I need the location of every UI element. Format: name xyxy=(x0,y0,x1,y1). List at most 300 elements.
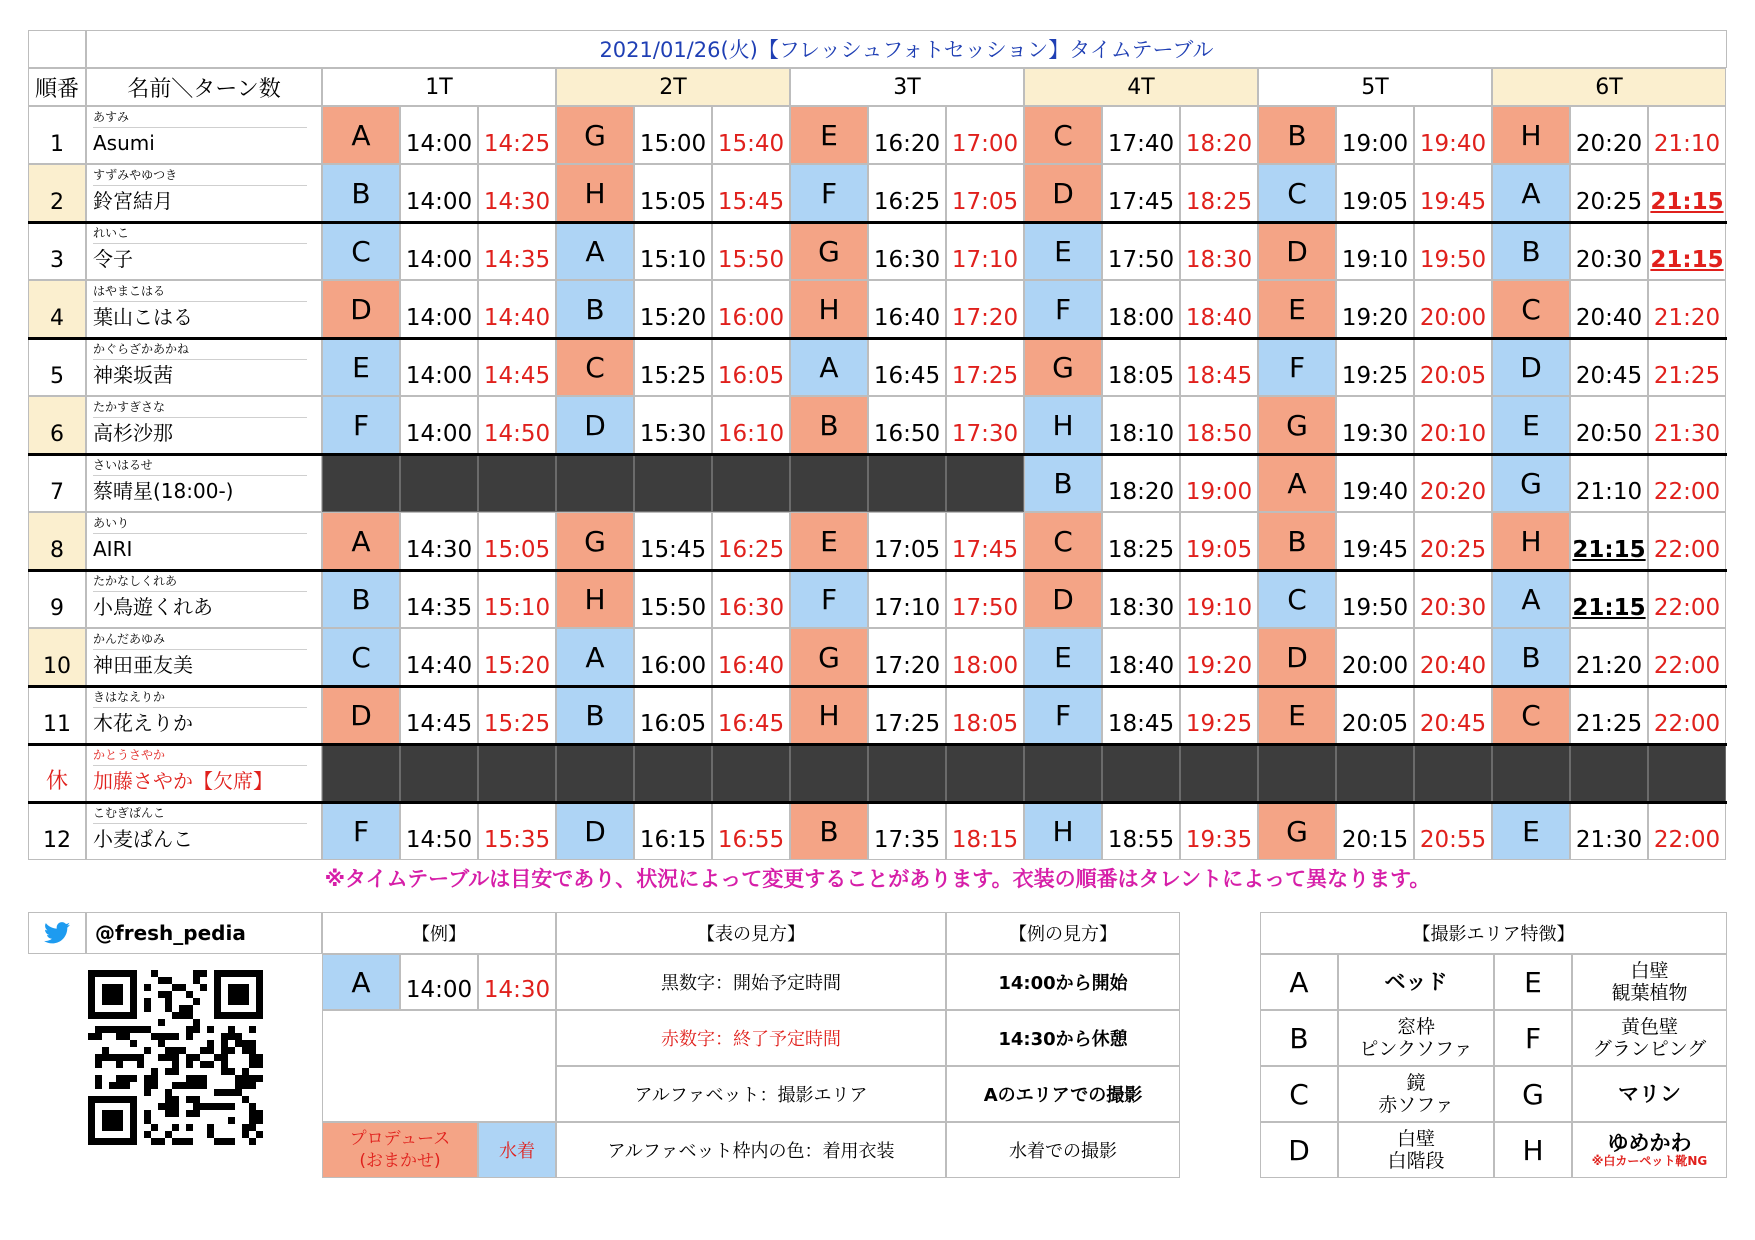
start-time: 14:00 xyxy=(400,396,478,454)
absent-slot xyxy=(1024,744,1102,802)
end-time: 17:45 xyxy=(946,512,1024,570)
start-time: 18:00 xyxy=(1102,280,1180,338)
start-time: 21:20 xyxy=(1570,628,1648,686)
area-feature-desc xyxy=(1572,954,1727,1010)
area-letter-D: D xyxy=(1492,338,1570,396)
start-time: 20:30 xyxy=(1570,222,1648,280)
end-time: 19:10 xyxy=(1180,570,1258,628)
performer-name: 鈴宮結月 xyxy=(93,189,173,213)
end-time: 18:50 xyxy=(1180,396,1258,454)
end-time: 16:00 xyxy=(712,280,790,338)
start-time: 21:15 xyxy=(1570,512,1648,570)
area-feature-letter: B xyxy=(1260,1010,1338,1066)
absent-slot xyxy=(1102,744,1180,802)
end-time: 16:25 xyxy=(712,512,790,570)
area-letter-C: C xyxy=(1492,686,1570,744)
area-letter-B: B xyxy=(1024,454,1102,512)
area-letter-D: D xyxy=(556,802,634,860)
area-letter-D: D xyxy=(1258,628,1336,686)
end-time: 18:45 xyxy=(1180,338,1258,396)
end-time: 17:00 xyxy=(946,106,1024,164)
start-time: 18:25 xyxy=(1102,512,1180,570)
area-letter-C: C xyxy=(1258,164,1336,222)
performer-kana: きはなえりか xyxy=(93,687,307,708)
end-time: 20:00 xyxy=(1414,280,1492,338)
start-time: 18:55 xyxy=(1102,802,1180,860)
twitter-bird-icon xyxy=(28,912,86,954)
start-time: 17:20 xyxy=(868,628,946,686)
absent-slot xyxy=(790,454,868,512)
end-time: 15:25 xyxy=(478,686,556,744)
area-letter-B: B xyxy=(1258,106,1336,164)
area-letter-C: C xyxy=(1258,570,1336,628)
absent-slot xyxy=(790,744,868,802)
example-meaning-header: 【例の見方】 xyxy=(946,912,1180,954)
end-time: 18:05 xyxy=(946,686,1024,744)
end-time: 15:35 xyxy=(478,802,556,860)
start-time: 16:40 xyxy=(868,280,946,338)
absent-slot xyxy=(1570,744,1648,802)
area-letter-C: C xyxy=(322,628,400,686)
area-letter-C: C xyxy=(1024,512,1102,570)
row-number: 休 xyxy=(28,744,86,802)
end-time: 14:25 xyxy=(478,106,556,164)
area-letter-E: E xyxy=(1024,628,1102,686)
performer-name-cell xyxy=(86,396,322,454)
end-time: 18:25 xyxy=(1180,164,1258,222)
start-time: 16:00 xyxy=(634,628,712,686)
absent-slot xyxy=(322,454,400,512)
group-separator xyxy=(28,801,1727,804)
row-number: 4 xyxy=(28,280,86,338)
end-time: 14:45 xyxy=(478,338,556,396)
end-time: 22:00 xyxy=(1648,570,1726,628)
example-blank xyxy=(322,1010,556,1122)
end-time: 15:05 xyxy=(478,512,556,570)
performer-name-cell xyxy=(86,628,322,686)
absent-slot xyxy=(1492,744,1570,802)
area-letter-G: G xyxy=(1492,454,1570,512)
area-letter-G: G xyxy=(1258,802,1336,860)
end-time: 17:25 xyxy=(946,338,1024,396)
absent-slot xyxy=(946,744,1024,802)
start-time: 17:35 xyxy=(868,802,946,860)
end-time: 19:45 xyxy=(1414,164,1492,222)
start-time: 19:20 xyxy=(1336,280,1414,338)
end-time: 20:25 xyxy=(1414,512,1492,570)
end-time: 14:30 xyxy=(478,164,556,222)
start-time: 16:45 xyxy=(868,338,946,396)
start-time: 18:20 xyxy=(1102,454,1180,512)
row-number: 1 xyxy=(28,106,86,164)
start-time: 19:25 xyxy=(1336,338,1414,396)
absent-slot xyxy=(322,744,400,802)
legend-item: アルファベット：撮影エリア xyxy=(556,1066,946,1122)
area-letter-A: A xyxy=(556,222,634,280)
area-letter-A: A xyxy=(322,512,400,570)
produce-swatch xyxy=(322,1122,478,1178)
end-time: 18:20 xyxy=(1180,106,1258,164)
start-time: 16:20 xyxy=(868,106,946,164)
area-letter-H: H xyxy=(1024,802,1102,860)
area-letter-D: D xyxy=(1024,164,1102,222)
start-time: 19:10 xyxy=(1336,222,1414,280)
group-separator xyxy=(28,221,1727,224)
area-desc-line: 鏡 xyxy=(1406,1072,1426,1094)
start-time: 16:50 xyxy=(868,396,946,454)
area-desc-line: グランピング xyxy=(1592,1038,1707,1060)
area-letter-C: C xyxy=(556,338,634,396)
legend-header: 【表の見方】 xyxy=(556,912,946,954)
area-letter-B: B xyxy=(322,570,400,628)
area-letter-E: E xyxy=(1492,802,1570,860)
end-time: 19:05 xyxy=(1180,512,1258,570)
row-number: 10 xyxy=(28,628,86,686)
absent-slot xyxy=(634,744,712,802)
group-separator xyxy=(28,743,1727,746)
performer-name-cell xyxy=(86,164,322,222)
area-letter-E: E xyxy=(790,512,868,570)
area-letter-B: B xyxy=(790,802,868,860)
absent-slot xyxy=(868,744,946,802)
order-header: 順番 xyxy=(28,68,86,106)
start-time: 14:30 xyxy=(400,512,478,570)
legend-item: アルファベット枠内の色：着用衣装 xyxy=(556,1122,946,1178)
area-letter-D: D xyxy=(322,280,400,338)
start-time: 14:00 xyxy=(400,106,478,164)
area-letter-C: C xyxy=(322,222,400,280)
example-end-time: 14:30 xyxy=(478,954,556,1010)
performer-name: 木花えりか xyxy=(93,711,193,735)
area-letter-G: G xyxy=(1024,338,1102,396)
end-time: 21:25 xyxy=(1648,338,1726,396)
area-letter-A: A xyxy=(322,106,400,164)
end-time: 19:25 xyxy=(1180,686,1258,744)
performer-name-cell xyxy=(86,744,322,802)
end-time: 15:10 xyxy=(478,570,556,628)
performer-name: 葉山こはる xyxy=(93,305,193,329)
start-time: 15:20 xyxy=(634,280,712,338)
area-desc-line: 赤ソファ xyxy=(1378,1094,1454,1116)
absent-slot xyxy=(712,744,790,802)
performer-kana: かぐらざかあかね xyxy=(93,339,307,360)
start-time: 19:00 xyxy=(1336,106,1414,164)
performer-kana: あすみ xyxy=(93,107,307,128)
example-meaning-item: Aのエリアでの撮影 xyxy=(946,1066,1180,1122)
row-number: 6 xyxy=(28,396,86,454)
area-feature-desc xyxy=(1572,1066,1727,1122)
area-letter-H: H xyxy=(1492,106,1570,164)
area-letter-H: H xyxy=(1492,512,1570,570)
turn-header-2T: 2T xyxy=(556,68,790,106)
area-desc-line: マリン xyxy=(1618,1082,1681,1106)
example-start-time: 14:00 xyxy=(400,954,478,1010)
area-feature-letter: D xyxy=(1260,1122,1338,1178)
area-letter-E: E xyxy=(1492,396,1570,454)
example-header: 【例】 xyxy=(322,912,556,954)
area-desc-line: ベッド xyxy=(1384,970,1448,994)
area-desc-line: 観葉植物 xyxy=(1611,982,1688,1004)
row-number: 3 xyxy=(28,222,86,280)
performer-kana: かとうさやか xyxy=(93,745,307,766)
turn-header-6T: 6T xyxy=(1492,68,1726,106)
area-feature-letter: G xyxy=(1494,1066,1572,1122)
start-time: 17:40 xyxy=(1102,106,1180,164)
absent-slot xyxy=(478,454,556,512)
absent-slot xyxy=(400,744,478,802)
area-letter-E: E xyxy=(1258,280,1336,338)
performer-kana: はやまこはる xyxy=(93,281,307,302)
start-time: 14:00 xyxy=(400,280,478,338)
area-letter-F: F xyxy=(1024,280,1102,338)
area-letter-H: H xyxy=(556,570,634,628)
performer-name-cell xyxy=(86,802,322,860)
area-letter-D: D xyxy=(322,686,400,744)
end-time: 17:20 xyxy=(946,280,1024,338)
start-time: 19:50 xyxy=(1336,570,1414,628)
area-letter-F: F xyxy=(790,570,868,628)
turn-header-1T: 1T xyxy=(322,68,556,106)
start-time: 15:25 xyxy=(634,338,712,396)
end-time: 14:50 xyxy=(478,396,556,454)
produce-label: (おまかせ) xyxy=(359,1151,441,1171)
area-desc-line: ピンクソファ xyxy=(1359,1038,1473,1060)
area-feature-desc xyxy=(1572,1010,1727,1066)
performer-name: 小麦ぱんこ xyxy=(93,827,193,851)
title-spacer xyxy=(28,30,86,68)
row-number: 8 xyxy=(28,512,86,570)
performer-kana: たかすぎさな xyxy=(93,397,307,418)
start-time: 19:45 xyxy=(1336,512,1414,570)
area-letter-B: B xyxy=(556,686,634,744)
row-number: 11 xyxy=(28,686,86,744)
area-feature-letter: E xyxy=(1494,954,1572,1010)
example-meaning-item: 14:30から休憩 xyxy=(946,1010,1180,1066)
end-time: 22:00 xyxy=(1648,802,1726,860)
start-time: 20:40 xyxy=(1570,280,1648,338)
start-time: 21:30 xyxy=(1570,802,1648,860)
area-letter-B: B xyxy=(1492,222,1570,280)
area-letter-G: G xyxy=(790,628,868,686)
area-feature-letter: H xyxy=(1494,1122,1572,1178)
performer-name-cell xyxy=(86,686,322,744)
area-letter-F: F xyxy=(1258,338,1336,396)
end-time: 21:15 xyxy=(1648,222,1726,280)
absent-slot xyxy=(1648,744,1726,802)
start-time: 21:10 xyxy=(1570,454,1648,512)
absent-slot xyxy=(1336,744,1414,802)
performer-kana: こむぎぱんこ xyxy=(93,803,307,824)
notice-text: ※タイムテーブルは目安であり、状況によって変更することがあります。衣装の順番はタレントによって異なります。 xyxy=(324,867,1431,891)
turn-header-3T: 3T xyxy=(790,68,1024,106)
absent-slot xyxy=(556,744,634,802)
area-feature-desc xyxy=(1338,1010,1494,1066)
area-feature-letter: C xyxy=(1260,1066,1338,1122)
end-time: 20:45 xyxy=(1414,686,1492,744)
area-desc-line: 黄色壁 xyxy=(1620,1016,1678,1038)
legend-item: 黒数字：開始予定時間 xyxy=(556,954,946,1010)
end-time: 21:20 xyxy=(1648,280,1726,338)
performer-name: AIRI xyxy=(93,537,133,561)
performer-name-cell xyxy=(86,222,322,280)
area-letter-A: A xyxy=(1258,454,1336,512)
absent-slot xyxy=(478,744,556,802)
absent-slot xyxy=(556,454,634,512)
start-time: 16:05 xyxy=(634,686,712,744)
start-time: 14:50 xyxy=(400,802,478,860)
performer-kana: れいこ xyxy=(93,223,307,244)
start-time: 16:15 xyxy=(634,802,712,860)
start-time: 14:40 xyxy=(400,628,478,686)
start-time: 18:30 xyxy=(1102,570,1180,628)
end-time: 20:55 xyxy=(1414,802,1492,860)
performer-name: Asumi xyxy=(93,131,155,155)
row-number: 12 xyxy=(28,802,86,860)
end-time: 15:50 xyxy=(712,222,790,280)
area-letter-A: A xyxy=(1492,570,1570,628)
area-letter-B: B xyxy=(556,280,634,338)
performer-name-cell xyxy=(86,512,322,570)
start-time: 15:50 xyxy=(634,570,712,628)
row-number: 7 xyxy=(28,454,86,512)
performer-kana: たかなしくれあ xyxy=(93,571,307,592)
area-feature-desc xyxy=(1338,1066,1494,1122)
end-time: 16:30 xyxy=(712,570,790,628)
end-time: 21:30 xyxy=(1648,396,1726,454)
start-time: 15:45 xyxy=(634,512,712,570)
end-time: 22:00 xyxy=(1648,628,1726,686)
area-desc-line: 窓枠 xyxy=(1396,1016,1435,1038)
area-letter-E: E xyxy=(1258,686,1336,744)
start-time: 19:30 xyxy=(1336,396,1414,454)
end-time: 19:50 xyxy=(1414,222,1492,280)
absent-slot xyxy=(946,454,1024,512)
end-time: 20:20 xyxy=(1414,454,1492,512)
absent-slot xyxy=(1258,744,1336,802)
area-letter-G: G xyxy=(556,106,634,164)
group-separator xyxy=(28,337,1727,340)
end-time: 18:15 xyxy=(946,802,1024,860)
area-letter-A: A xyxy=(556,628,634,686)
end-time: 14:35 xyxy=(478,222,556,280)
area-feature-desc xyxy=(1338,1122,1494,1178)
start-time: 17:25 xyxy=(868,686,946,744)
start-time: 18:10 xyxy=(1102,396,1180,454)
end-time: 18:40 xyxy=(1180,280,1258,338)
area-letter-E: E xyxy=(1024,222,1102,280)
performer-name-cell xyxy=(86,454,322,512)
area-letter-G: G xyxy=(1258,396,1336,454)
start-time: 16:30 xyxy=(868,222,946,280)
area-letter-C: C xyxy=(1492,280,1570,338)
performer-kana: さいはるせ xyxy=(93,455,307,476)
area-letter-B: B xyxy=(322,164,400,222)
performer-name: 加藤さやか【欠席】 xyxy=(93,769,273,793)
start-time: 18:40 xyxy=(1102,628,1180,686)
area-letter-F: F xyxy=(322,396,400,454)
start-time: 14:00 xyxy=(400,338,478,396)
area-letter-H: H xyxy=(790,686,868,744)
end-time: 18:00 xyxy=(946,628,1024,686)
start-time: 17:10 xyxy=(868,570,946,628)
start-time: 14:45 xyxy=(400,686,478,744)
area-desc-line: 白壁 xyxy=(1396,1128,1435,1150)
area-letter-F: F xyxy=(1024,686,1102,744)
end-time: 22:00 xyxy=(1648,686,1726,744)
end-time: 19:40 xyxy=(1414,106,1492,164)
row-number: 5 xyxy=(28,338,86,396)
area-desc-line: 白壁 xyxy=(1630,960,1669,982)
performer-name-cell xyxy=(86,570,322,628)
performer-kana: あいり xyxy=(93,513,307,534)
end-time: 21:15 xyxy=(1648,164,1726,222)
area-desc-line: ゆめかわ xyxy=(1607,1131,1692,1155)
absent-slot xyxy=(868,454,946,512)
area-letter-E: E xyxy=(790,106,868,164)
row-number: 9 xyxy=(28,570,86,628)
turn-header-4T: 4T xyxy=(1024,68,1258,106)
area-letter-B: B xyxy=(1258,512,1336,570)
performer-name: 小鳥遊くれあ xyxy=(93,595,213,619)
area-letter-H: H xyxy=(1024,396,1102,454)
end-time: 15:20 xyxy=(478,628,556,686)
area-feature-desc xyxy=(1572,1122,1727,1178)
area-letter-B: B xyxy=(790,396,868,454)
area-letter-H: H xyxy=(556,164,634,222)
start-time: 16:25 xyxy=(868,164,946,222)
absent-slot xyxy=(712,454,790,512)
group-separator xyxy=(28,569,1727,572)
start-time: 14:35 xyxy=(400,570,478,628)
area-letter-F: F xyxy=(790,164,868,222)
performer-name: 神楽坂茜 xyxy=(93,363,173,387)
end-time: 15:45 xyxy=(712,164,790,222)
group-separator xyxy=(28,685,1727,688)
start-time: 20:50 xyxy=(1570,396,1648,454)
area-letter-E: E xyxy=(322,338,400,396)
end-time: 20:30 xyxy=(1414,570,1492,628)
area-feature-letter: F xyxy=(1494,1010,1572,1066)
start-time: 17:05 xyxy=(868,512,946,570)
absent-slot xyxy=(1414,744,1492,802)
start-time: 15:00 xyxy=(634,106,712,164)
end-time: 19:35 xyxy=(1180,802,1258,860)
end-time: 20:40 xyxy=(1414,628,1492,686)
qr-code-icon xyxy=(28,954,322,1160)
performer-name: 高杉沙那 xyxy=(93,421,173,445)
area-letter-G: G xyxy=(556,512,634,570)
performer-name: 神田亜友美 xyxy=(93,653,193,677)
start-time: 20:15 xyxy=(1336,802,1414,860)
area-letter-F: F xyxy=(322,802,400,860)
start-time: 21:25 xyxy=(1570,686,1648,744)
start-time: 19:40 xyxy=(1336,454,1414,512)
start-time: 15:30 xyxy=(634,396,712,454)
absent-slot xyxy=(1180,744,1258,802)
start-time: 19:05 xyxy=(1336,164,1414,222)
example-area-letter: A xyxy=(322,954,400,1010)
row-number: 2 xyxy=(28,164,86,222)
start-time: 21:15 xyxy=(1570,570,1648,628)
start-time: 15:05 xyxy=(634,164,712,222)
swimsuit-swatch: 水着 xyxy=(478,1122,556,1178)
area-letter-G: G xyxy=(790,222,868,280)
end-time: 18:30 xyxy=(1180,222,1258,280)
legend-item: 赤数字：終了予定時間 xyxy=(556,1010,946,1066)
area-letter-H: H xyxy=(790,280,868,338)
end-time: 21:10 xyxy=(1648,106,1726,164)
start-time: 20:05 xyxy=(1336,686,1414,744)
